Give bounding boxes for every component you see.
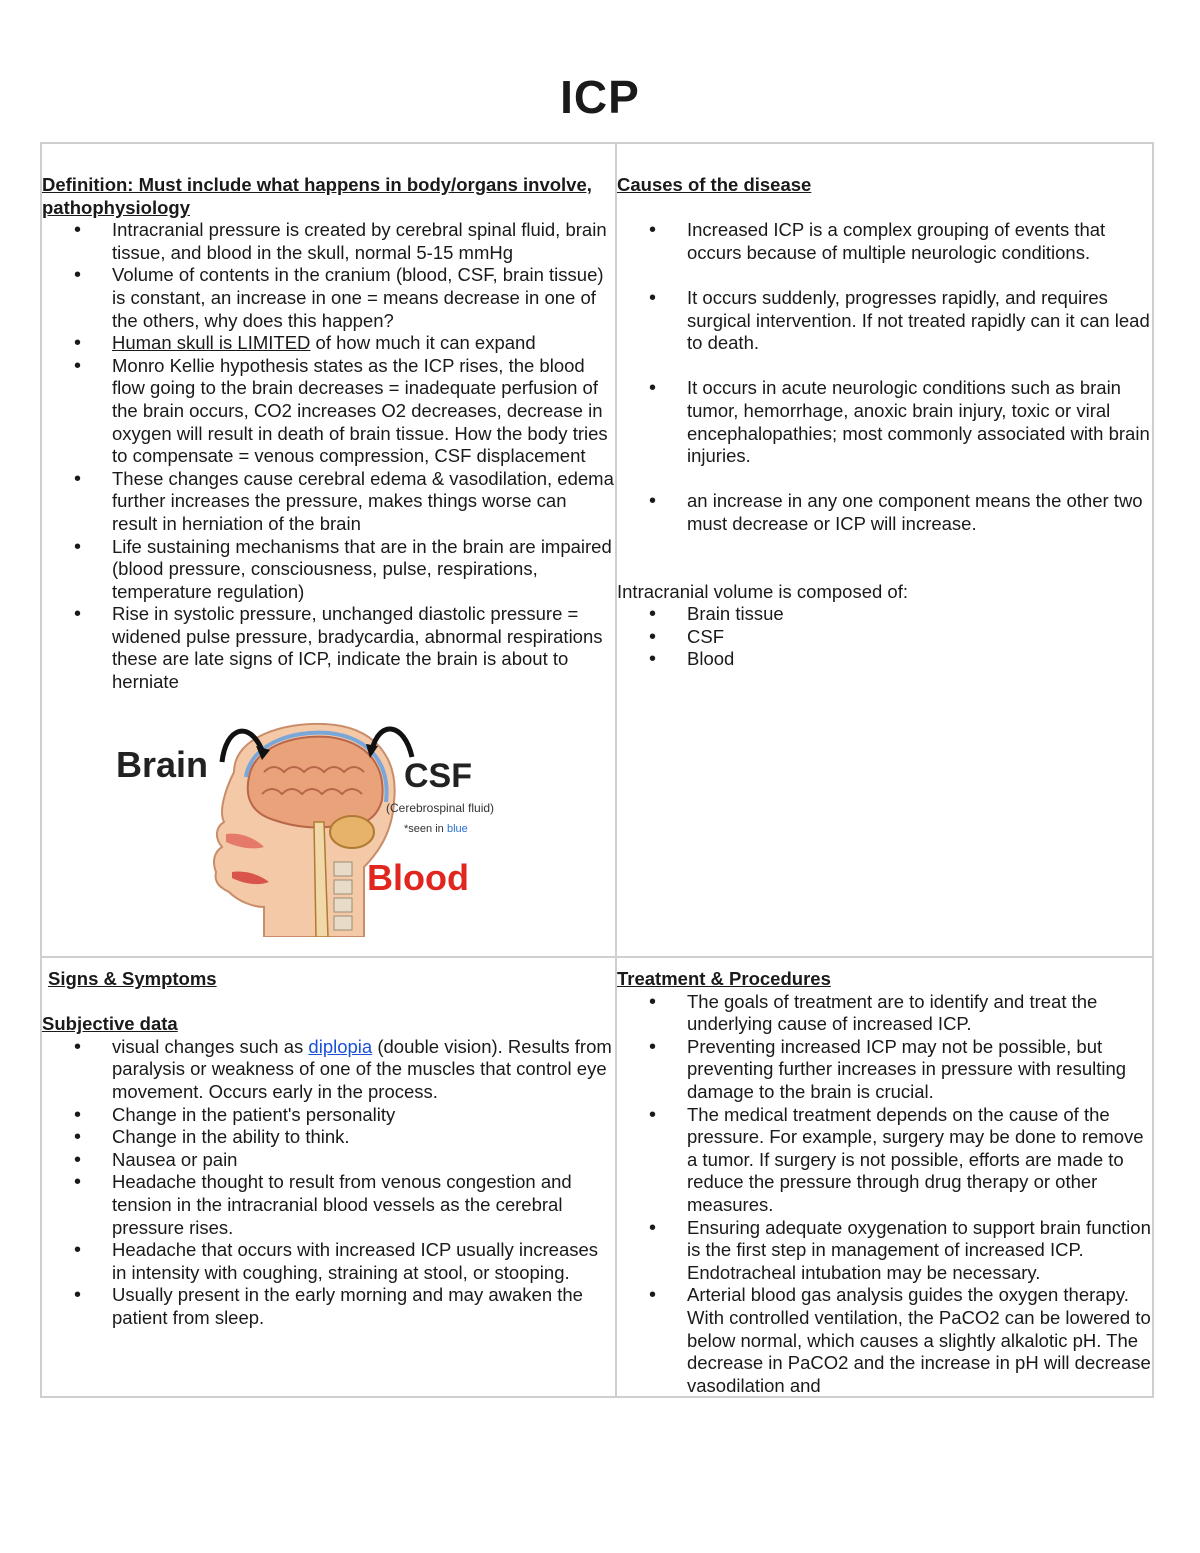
list-item: • Arterial blood gas analysis guides the oxygen therapy. With controlled ventilation, the PaCO2 can be lowered to below normal, which causes a slightly alkalotic pH. The decrease in PaCO2 and the increase in pH will decrease vasodilation and (617, 1284, 1154, 1397)
row-divider (42, 956, 1152, 958)
volume-list (617, 603, 1154, 671)
causes-cell (617, 174, 1154, 954)
head-cross-section-illustration (114, 722, 494, 937)
list-item: • CSF (617, 626, 1154, 649)
brain-csf-blood-figure (114, 722, 494, 937)
subjective-heading: Subjective data (42, 1013, 178, 1035)
list-item: • Ensuring adequate oxygenation to support brain function is the first step in management of increased ICP. Endotracheal intubation may be necessary. (617, 1217, 1154, 1285)
skull-rest-text: of how much it can expand (310, 332, 536, 354)
list-item: • Usually present in the early morning and may awaken the patient from sleep. (42, 1284, 614, 1329)
list-item: • Increased ICP is a complex grouping of events that occurs because of multiple neurologic conditions. (617, 219, 1154, 264)
label-csf-sub: (Cerebrospinal fluid) (386, 800, 494, 815)
list-item: • visual changes such as diplopia (double vision). Results from paralysis or weakness of one of the muscles that control eye movement. Occurs early in the process. (42, 1036, 614, 1104)
list-item: • Brain tissue (617, 603, 1154, 626)
list-item: • Headache thought to result from venous congestion and tension in the intracranial blood vessels as the cerebral pressure rises. (42, 1171, 614, 1239)
definition-list (42, 219, 614, 693)
signs-cell (42, 968, 614, 1398)
list-item: • Rise in systolic pressure, unchanged diastolic pressure = widened pulse pressure, bradycardia, abnormal respirations these are late signs of ICP, indicate the brain is about to herniate (42, 603, 614, 693)
treatment-list (617, 991, 1154, 1398)
label-blue: blue (447, 822, 468, 835)
causes-list (617, 219, 1154, 535)
list-item: • The medical treatment depends on the cause of the pressure. For example, surgery may be done to remove a tumor. If surgery is not possible, efforts are made to reduce the pressure through drug therapy or other measures. (617, 1104, 1154, 1217)
label-blood: Blood (367, 856, 469, 898)
list-item: • Headache that occurs with increased ICP usually increases in intensity with coughing, straining at stool, or stooping. (42, 1239, 614, 1284)
list-item: • Life sustaining mechanisms that are in the brain are impaired (blood pressure, consciousness, pulse, respirations, temperature regulation) (42, 536, 614, 604)
cerebellum-icon (330, 816, 374, 848)
list-item: • The goals of treatment are to identify and treat the underlying cause of increased ICP. (617, 991, 1154, 1036)
skull-limited-text: Human skull is LIMITED (112, 332, 311, 354)
list-item: • Volume of contents in the cranium (blood, CSF, brain tissue) is constant, an increase in one = means decrease in one of the others, why does this happen? (42, 264, 614, 332)
list-item: • an increase in any one component means the other two must decrease or ICP will increase. (617, 490, 1154, 535)
list-item: • Nausea or pain (42, 1149, 614, 1172)
list-item: • It occurs suddenly, progresses rapidly, and requires surgical intervention. If not treated rapidly can it can lead to death. (617, 287, 1154, 355)
volume-intro: Intracranial volume is composed of: (617, 580, 908, 602)
treatment-cell (617, 968, 1154, 1398)
diplopia-link[interactable]: diplopia (308, 1035, 373, 1057)
label-seen: *seen in (404, 822, 444, 835)
list-item: • These changes cause cerebral edema & vasodilation, edema further increases the pressure, makes things worse can result in herniation of the brain (42, 468, 614, 536)
list-item: • Monro Kellie hypothesis states as the ICP rises, the blood flow going to the brain decreases = inadequate perfusion of the brain occurs, CO2 increases O2 decreases, decrease in oxygen will result in death of brain tissue. How the body tries to compensate = venous compression, CSF displacement (42, 355, 614, 468)
list-item: • Change in the ability to think. (42, 1126, 614, 1149)
treatment-heading: Treatment & Procedures (617, 968, 831, 989)
label-csf: CSF (404, 756, 472, 795)
page-title: ICP (560, 71, 640, 123)
signs-list (42, 1036, 614, 1330)
list-item: • Change in the patient's personality (42, 1104, 614, 1127)
list-item: • Preventing increased ICP may not be possible, but preventing further increases in pressure with resulting damage to the brain is crucial. (617, 1036, 1154, 1104)
definition-cell (42, 174, 614, 954)
causes-heading: Causes of the disease (617, 174, 812, 195)
icp-table (40, 142, 1154, 1398)
signs-heading: Signs & Symptoms (48, 968, 217, 989)
definition-heading: Definition: Must include what happens in body/organs involve, pathophysiology (42, 174, 592, 218)
label-brain: Brain (116, 743, 209, 785)
list-item: • Intracranial pressure is created by cerebral spinal fluid, brain tissue, and blood in the skull, normal 5-15 mmHg (42, 219, 614, 264)
list-item (42, 332, 614, 355)
list-item: • Blood (617, 648, 1154, 671)
list-item: • It occurs in acute neurologic conditions such as brain tumor, hemorrhage, anoxic brain injury, toxic or viral encephalopathies; most commonly associated with brain injuries. (617, 377, 1154, 467)
